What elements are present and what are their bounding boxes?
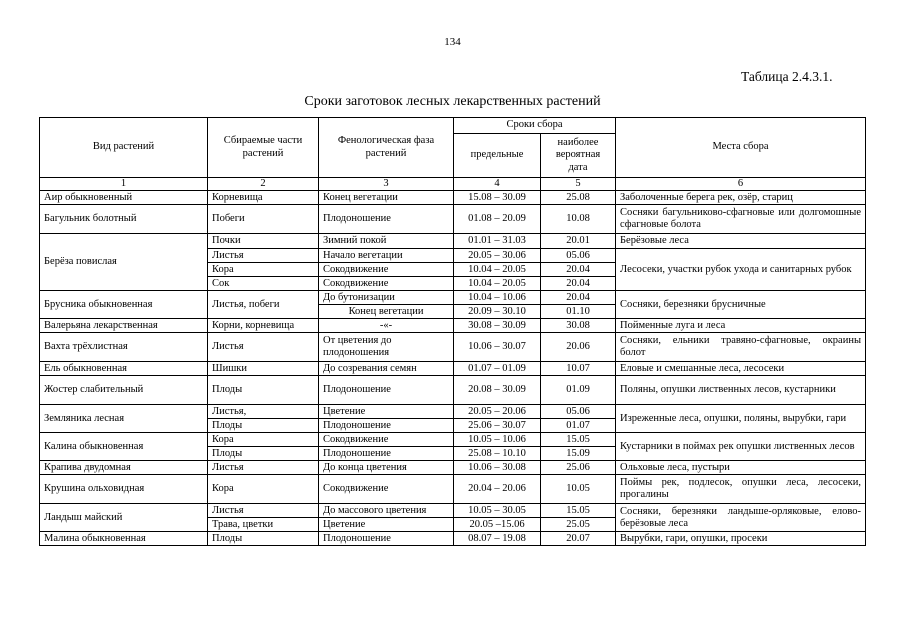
col-number: 3: [319, 178, 454, 191]
likely-cell: 20.04: [541, 263, 616, 277]
places-cell: Лесосеки, участки рубок ухода и санитарных рубок: [616, 249, 866, 291]
header-row: [40, 118, 866, 134]
column-numbers-row: [40, 178, 866, 191]
col-number: 6: [616, 178, 866, 191]
likely-cell: 20.01: [541, 234, 616, 249]
places-cell: Сосняки, березняки ландыше-орляковые, елово-берёзовые леса: [616, 504, 866, 532]
header-species: Вид растений: [40, 118, 208, 178]
table-row: [40, 234, 866, 249]
likely-cell: 20.04: [541, 277, 616, 291]
part-cell: Листья: [208, 504, 319, 518]
places-cell: Еловые и смешанные леса, лесосеки: [616, 362, 866, 376]
table-row: [40, 191, 866, 205]
limit-cell: 01.07 – 01.09: [454, 362, 541, 376]
phase-cell: Цветение: [319, 405, 454, 419]
likely-cell: 15.09: [541, 447, 616, 461]
col-number: 2: [208, 178, 319, 191]
phase-cell: До конца цветения: [319, 461, 454, 475]
limit-cell: 20.04 – 20.06: [454, 475, 541, 504]
species-cell: Калина обыкновенная: [40, 433, 208, 461]
species-cell: Валерьяна лекарственная: [40, 319, 208, 333]
part-cell: Плоды: [208, 419, 319, 433]
species-cell: Вахта трёхлистная: [40, 333, 208, 362]
limit-cell: 08.07 – 19.08: [454, 532, 541, 546]
header-places: Места сбора: [616, 118, 866, 178]
likely-cell: 20.06: [541, 333, 616, 362]
part-cell: Сок: [208, 277, 319, 291]
species-cell: Ландыш майский: [40, 504, 208, 532]
places-cell: Поймы рек, подлесок, опушки леса, лесосеки, прогалины: [616, 475, 866, 504]
header-terms: Сроки сбора: [454, 118, 616, 134]
limit-cell: 10.06 – 30.08: [454, 461, 541, 475]
species-cell: Ель обыкновенная: [40, 362, 208, 376]
header-parts: Сбираемые части растений: [208, 118, 319, 178]
phase-cell: Цветение: [319, 518, 454, 532]
limit-cell: 10.04 – 20.05: [454, 263, 541, 277]
table-row: [40, 205, 866, 234]
part-cell: Листья, побеги: [208, 291, 319, 319]
places-cell: Ольховые леса, пустыри: [616, 461, 866, 475]
likely-cell: 10.07: [541, 362, 616, 376]
phase-cell: Сокодвижение: [319, 433, 454, 447]
table-row: [40, 461, 866, 475]
likely-cell: 20.07: [541, 532, 616, 546]
phase-cell: Конец вегетации: [319, 191, 454, 205]
limit-cell: 10.04 – 10.06: [454, 291, 541, 305]
likely-cell: 05.06: [541, 405, 616, 419]
part-cell: Листья,: [208, 405, 319, 419]
part-cell: Корневища: [208, 191, 319, 205]
phase-cell: Зимний покой: [319, 234, 454, 249]
part-cell: Трава, цветки: [208, 518, 319, 532]
table-row: [40, 376, 866, 405]
species-cell: Багульник болотный: [40, 205, 208, 234]
part-cell: Побеги: [208, 205, 319, 234]
places-cell: Берёзовые леса: [616, 234, 866, 249]
species-cell: Жостер слабительный: [40, 376, 208, 405]
phase-cell: Конец вегетации: [319, 305, 454, 319]
col-number: 1: [40, 178, 208, 191]
table-row: [40, 291, 866, 305]
part-cell: Корни, корневища: [208, 319, 319, 333]
limit-cell: 25.06 – 30.07: [454, 419, 541, 433]
limit-cell: 20.09 – 30.10: [454, 305, 541, 319]
places-cell: Изреженные леса, опушки, поляны, вырубки, гари: [616, 405, 866, 433]
header-phase: Фенологическая фаза растений: [319, 118, 454, 178]
phase-cell: Начало вегетации: [319, 249, 454, 263]
part-cell: Листья: [208, 333, 319, 362]
phase-cell: Плодоношение: [319, 532, 454, 546]
species-cell: Аир обыкновенный: [40, 191, 208, 205]
phase-cell: Плодоношение: [319, 447, 454, 461]
places-cell: Сосняки, ельники травяно-сфагновые, окраины болот: [616, 333, 866, 362]
header-limit: предельные: [454, 134, 541, 178]
table-row: [40, 405, 866, 419]
likely-cell: 25.05: [541, 518, 616, 532]
part-cell: Плоды: [208, 376, 319, 405]
table-row: [40, 333, 866, 362]
page-number: 134: [444, 36, 461, 48]
places-cell: Кустарники в поймах рек опушки лиственных лесов: [616, 433, 866, 461]
phase-cell: Плодоношение: [319, 205, 454, 234]
part-cell: Кора: [208, 475, 319, 504]
likely-cell: 10.05: [541, 475, 616, 504]
limit-cell: 10.05 – 30.05: [454, 504, 541, 518]
part-cell: Листья: [208, 461, 319, 475]
table-id: Таблица 2.4.3.1.: [741, 69, 833, 84]
likely-cell: 20.04: [541, 291, 616, 305]
phase-cell: До созревания семян: [319, 362, 454, 376]
species-cell: Земляника лесная: [40, 405, 208, 433]
part-cell: Кора: [208, 263, 319, 277]
likely-cell: 01.10: [541, 305, 616, 319]
likely-cell: 01.07: [541, 419, 616, 433]
table-caption: Сроки заготовок лесных лекарственных растений: [304, 94, 601, 109]
phase-cell: От цветения до плодоношения: [319, 333, 454, 362]
table-row: [40, 532, 866, 546]
limit-cell: 20.08 – 30.09: [454, 376, 541, 405]
phase-cell: Плодоношение: [319, 419, 454, 433]
phase-cell: До массового цветения: [319, 504, 454, 518]
limit-cell: 20.05 – 30.06: [454, 249, 541, 263]
phase-cell: Плодоношение: [319, 376, 454, 405]
likely-cell: 15.05: [541, 504, 616, 518]
species-cell: Брусника обыкновенная: [40, 291, 208, 319]
phase-cell: Сокодвижение: [319, 475, 454, 504]
table-row: [40, 319, 866, 333]
species-cell: Крушина ольховидная: [40, 475, 208, 504]
part-cell: Плоды: [208, 532, 319, 546]
likely-cell: 05.06: [541, 249, 616, 263]
limit-cell: 30.08 – 30.09: [454, 319, 541, 333]
likely-cell: 30.08: [541, 319, 616, 333]
limit-cell: 25.08 – 10.10: [454, 447, 541, 461]
phase-cell: Сокодвижение: [319, 263, 454, 277]
likely-cell: 01.09: [541, 376, 616, 405]
likely-cell: 25.08: [541, 191, 616, 205]
table-row: [40, 362, 866, 376]
likely-cell: 25.06: [541, 461, 616, 475]
limit-cell: 10.04 – 20.05: [454, 277, 541, 291]
table-row: [40, 433, 866, 447]
limit-cell: 15.08 – 30.09: [454, 191, 541, 205]
phase-cell: Сокодвижение: [319, 277, 454, 291]
limit-cell: 10.06 – 30.07: [454, 333, 541, 362]
limit-cell: 20.05 –15.06: [454, 518, 541, 532]
part-cell: Почки: [208, 234, 319, 249]
col-number: 4: [454, 178, 541, 191]
harvest-table: [39, 117, 866, 546]
places-cell: Поляны, опушки лиственных лесов, кустарники: [616, 376, 866, 405]
likely-cell: 10.08: [541, 205, 616, 234]
part-cell: Кора: [208, 433, 319, 447]
places-cell: Заболоченные берега рек, озёр, стариц: [616, 191, 866, 205]
phase-cell: До бутонизации: [319, 291, 454, 305]
limit-cell: 01.08 – 20.09: [454, 205, 541, 234]
places-cell: Вырубки, гари, опушки, просеки: [616, 532, 866, 546]
phase-cell: -«-: [319, 319, 454, 333]
likely-cell: 15.05: [541, 433, 616, 447]
header-likely: наиболее вероятная дата: [541, 134, 616, 178]
species-cell: Малина обыкновенная: [40, 532, 208, 546]
part-cell: Шишки: [208, 362, 319, 376]
limit-cell: 10.05 – 10.06: [454, 433, 541, 447]
table-row: [40, 504, 866, 518]
part-cell: Листья: [208, 249, 319, 263]
table-row: [40, 475, 866, 504]
part-cell: Плоды: [208, 447, 319, 461]
col-number: 5: [541, 178, 616, 191]
species-cell: Крапива двудомная: [40, 461, 208, 475]
species-cell: Берёза повислая: [40, 234, 208, 291]
limit-cell: 20.05 – 20.06: [454, 405, 541, 419]
limit-cell: 01.01 – 31.03: [454, 234, 541, 249]
places-cell: Сосняки багульниково-сфагновые или долгомошные сфагновые болота: [616, 205, 866, 234]
places-cell: Пойменные луга и леса: [616, 319, 866, 333]
places-cell: Сосняки, березняки брусничные: [616, 291, 866, 319]
